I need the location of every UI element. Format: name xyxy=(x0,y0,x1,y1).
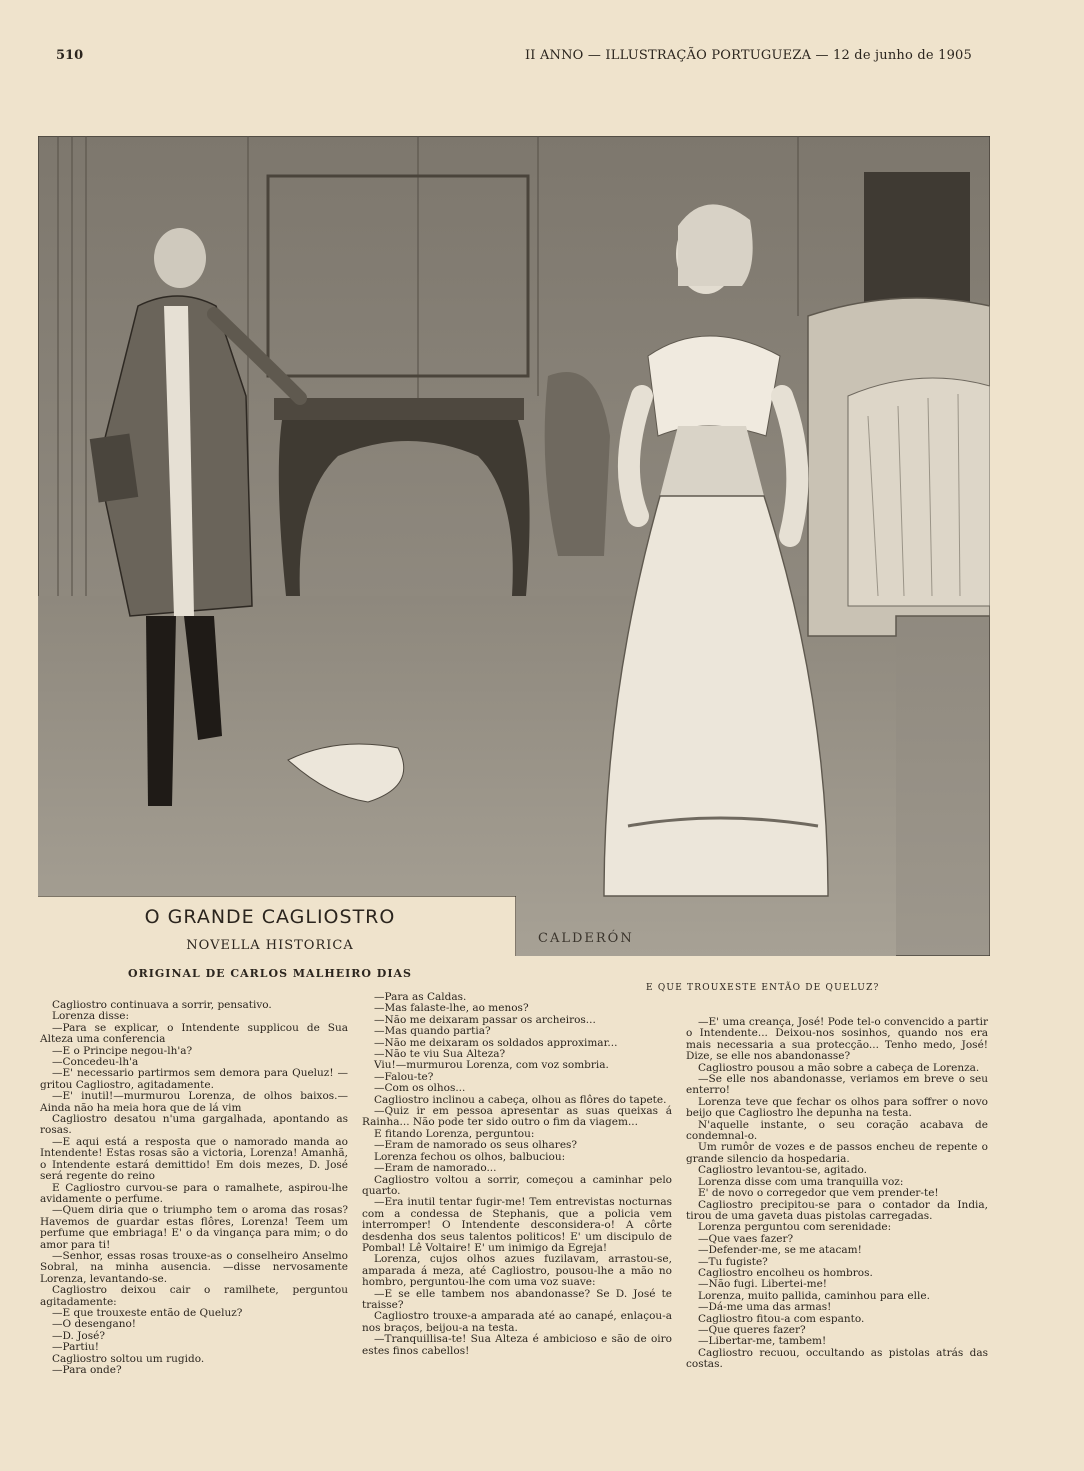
paragraph: —Libertar-me, tambem! xyxy=(698,1335,827,1348)
paragraph: —Eram de namorado... xyxy=(374,1162,497,1175)
paragraph: —Mas falaste-lhe, ao menos? xyxy=(374,1002,529,1015)
paragraph: —E aqui está a resposta que o namorado manda ao Intendente! Estas rosas são a victoria, Lorenza! Amanhã, o Intendente estará demittido! Em dois mezes, D. José será regente do reino xyxy=(40,1135,348,1183)
paragraph: —E se elle tambem nos abandonasse? Se D. José te traisse? xyxy=(362,1287,672,1311)
paragraph: —Falou-te? xyxy=(374,1070,434,1083)
paragraph: —Concedeu-lh'a xyxy=(52,1056,139,1069)
story-title: O GRANDE CAGLIOSTRO xyxy=(144,906,396,928)
paragraph: —Tu fugiste? xyxy=(698,1255,768,1268)
paragraph: Cagliostro soltou um rugido. xyxy=(52,1352,205,1365)
paragraph: —Com os olhos... xyxy=(374,1082,466,1095)
paragraph: —Eram de namorado os seus olhares? xyxy=(374,1139,578,1152)
paragraph: —E' necessario partirmos sem demora para Queluz! —gritou Cagliostro, agitadamente. xyxy=(40,1067,348,1091)
paragraph: —E' uma creança, José! Pode tel-o convencido a partir o Intendente... Deixou-nos sosinhos, quando nos era mais necessaria a sua protecção... Tenho medo, José! Dize, se elle nos abandonasse? xyxy=(686,1016,988,1063)
paragraph: —Não te viu Sua Alteza? xyxy=(374,1048,506,1061)
paragraph: Cagliostro inclinou a cabeça, olhou as flôres do tapete. xyxy=(374,1093,667,1106)
paragraph: —Era inutil tentar fugir-me! Tem entrevistas nocturnas com a condessa de Stephanis, que a policia vem interromper! O Intendente desconsidera-o! A côrte desdenha dos seus talentos politicos! E' um discipulo de Pombal! Lê Voltaire! E' um inimigo da Egreja! xyxy=(362,1196,672,1254)
paragraph: Lorenza teve que fechar os olhos para soffrer o novo beijo que Cagliostro lhe depunha na testa. xyxy=(686,1095,988,1120)
paragraph: Cagliostro pousou a mão sobre a cabeça de Lorenza. xyxy=(698,1061,980,1074)
page-number: 510 xyxy=(56,48,84,63)
paragraph: —Quem diria que o triumpho tem o aroma das rosas? Havemos de guardar estas flôres, Lorenza! Teem um perfume que embriaga! E' o da vingança para mim; o do amor para ti! xyxy=(40,1204,348,1251)
paragraph: Lorenza, muito pallida, caminhou para elle. xyxy=(698,1289,930,1302)
artist-signature: CALDERÓN xyxy=(538,931,634,946)
paragraph: —Tranquillisa-te! Sua Alteza é ambicioso e são de oiro estes finos cabellos! xyxy=(362,1333,672,1357)
paragraph: —Não me deixaram os soldados approximar... xyxy=(374,1036,618,1049)
paragraph: Cagliostro precipitou-se para o contador da India, tirou de uma gaveta duas pistolas carregadas. xyxy=(686,1198,988,1222)
paragraph: —D. José? xyxy=(52,1329,105,1342)
paragraph: Lorenza disse com uma tranquilla voz: xyxy=(698,1175,904,1188)
title-block xyxy=(60,906,480,980)
paragraph: —Mas quando partia? xyxy=(374,1025,491,1038)
paragraph: Cagliostro levantou-se, agitado. xyxy=(698,1164,868,1177)
paragraph: —Se elle nos abandonasse, veriamos em breve o seu enterro! xyxy=(686,1073,988,1097)
paragraph: —Para as Caldas. xyxy=(374,991,467,1003)
running-title: II ANNO — ILLUSTRAÇÃO PORTUGUEZA — 12 de junho de 1905 xyxy=(524,48,972,63)
paragraph: E fitando Lorenza, perguntou: xyxy=(374,1127,535,1140)
paragraph: N'aquelle instante, o seu coração acabava de condemnal-o. xyxy=(686,1118,988,1143)
paragraph: —E que trouxeste então de Queluz? xyxy=(52,1306,243,1319)
paragraph: —Para se explicar, o Intendente supplicou de Sua Alteza uma conferencia xyxy=(40,1021,348,1046)
story-subtitle: NOVELLA HISTORICA xyxy=(186,938,354,953)
paragraph: Lorenza disse: xyxy=(52,1010,130,1023)
paragraph: —O desengano! xyxy=(52,1318,137,1331)
paragraph: —Dá-me uma das armas! xyxy=(698,1301,832,1314)
paragraph: —Que vaes fazer? xyxy=(698,1232,794,1245)
paragraph: E' de novo o corregedor que vem prender-te! xyxy=(698,1187,939,1200)
page-header xyxy=(56,48,972,68)
paragraph: —Partiu! xyxy=(52,1341,99,1354)
text-column-2 xyxy=(362,992,672,1357)
paragraph: Lorenza fechou os olhos, balbuciou: xyxy=(374,1150,566,1163)
paragraph: Cagliostro deixou cair o ramilhete, perguntou agitadamente: xyxy=(40,1284,348,1308)
paragraph: —Que queres fazer? xyxy=(698,1323,806,1336)
paragraph: —Não me deixaram passar os archeiros... xyxy=(374,1013,596,1026)
paragraph: Cagliostro continuava a sorrir, pensativo. xyxy=(52,999,272,1011)
paragraph: Um rumôr de vozes e de passos encheu de repente o grande silencio da hospedaria. xyxy=(686,1141,988,1165)
paragraph: —Quiz ir em pessoa apresentar as suas queixas á Rainha... Não pode ter sido outro o fim da viagem... xyxy=(362,1105,672,1129)
illustration xyxy=(38,136,990,956)
paragraph: —Senhor, essas rosas trouxe-as o conselheiro Anselmo Sobral, na minha ausencia. —disse nervosamente Lorenza, levantando-se. xyxy=(40,1249,348,1285)
paragraph: Cagliostro recuou, occultando as pistolas atrás das costas. xyxy=(686,1346,988,1371)
text-column-3 xyxy=(686,1017,988,1371)
illustration-caption: E QUE TROUXESTE ENTÃO DE QUELUZ? xyxy=(646,983,880,993)
paragraph: Cagliostro trouxe-a amparada até ao canapé, enlaçou-a nos braços, beijou-a na testa. xyxy=(362,1310,672,1334)
paragraph: Viu!—murmurou Lorenza, com voz sombria. xyxy=(374,1059,609,1072)
paragraph: Cagliostro desatou n'uma gargalhada, apontando as rosas. xyxy=(40,1113,348,1137)
paragraph: —E' inutil!—murmurou Lorenza, de olhos baixos.—Ainda não ha meia hora que de lá vim xyxy=(40,1090,348,1114)
paragraph: Lorenza perguntou com serenidade: xyxy=(698,1221,892,1234)
text-column-1 xyxy=(40,1000,348,1376)
paragraph: Lorenza, cujos olhos azues fuzilavam, arrastou-se, amparada á meza, até Cagliostro, pousou-lhe a mão no hombro, perguntou-lhe com uma voz suave: xyxy=(362,1253,672,1289)
paragraph: —Defender-me, se me atacam! xyxy=(698,1244,862,1257)
story-author: ORIGINAL DE CARLOS MALHEIRO DIAS xyxy=(128,967,412,980)
paragraph: Cagliostro encolheu os hombros. xyxy=(698,1266,873,1279)
paragraph: —Para onde? xyxy=(52,1364,122,1376)
paragraph: —E o Principe negou-lh'a? xyxy=(52,1044,193,1057)
sofa xyxy=(808,298,990,636)
paragraph: Cagliostro voltou a sorrir, começou a caminhar pelo quarto. xyxy=(362,1173,672,1197)
paragraph: Cagliostro fitou-a com espanto. xyxy=(698,1312,865,1325)
paragraph: —Não fugi. Libertei-me! xyxy=(698,1278,828,1291)
paragraph: E Cagliostro curvou-se para o ramalhete, aspirou-lhe avidamente o perfume. xyxy=(40,1181,348,1205)
